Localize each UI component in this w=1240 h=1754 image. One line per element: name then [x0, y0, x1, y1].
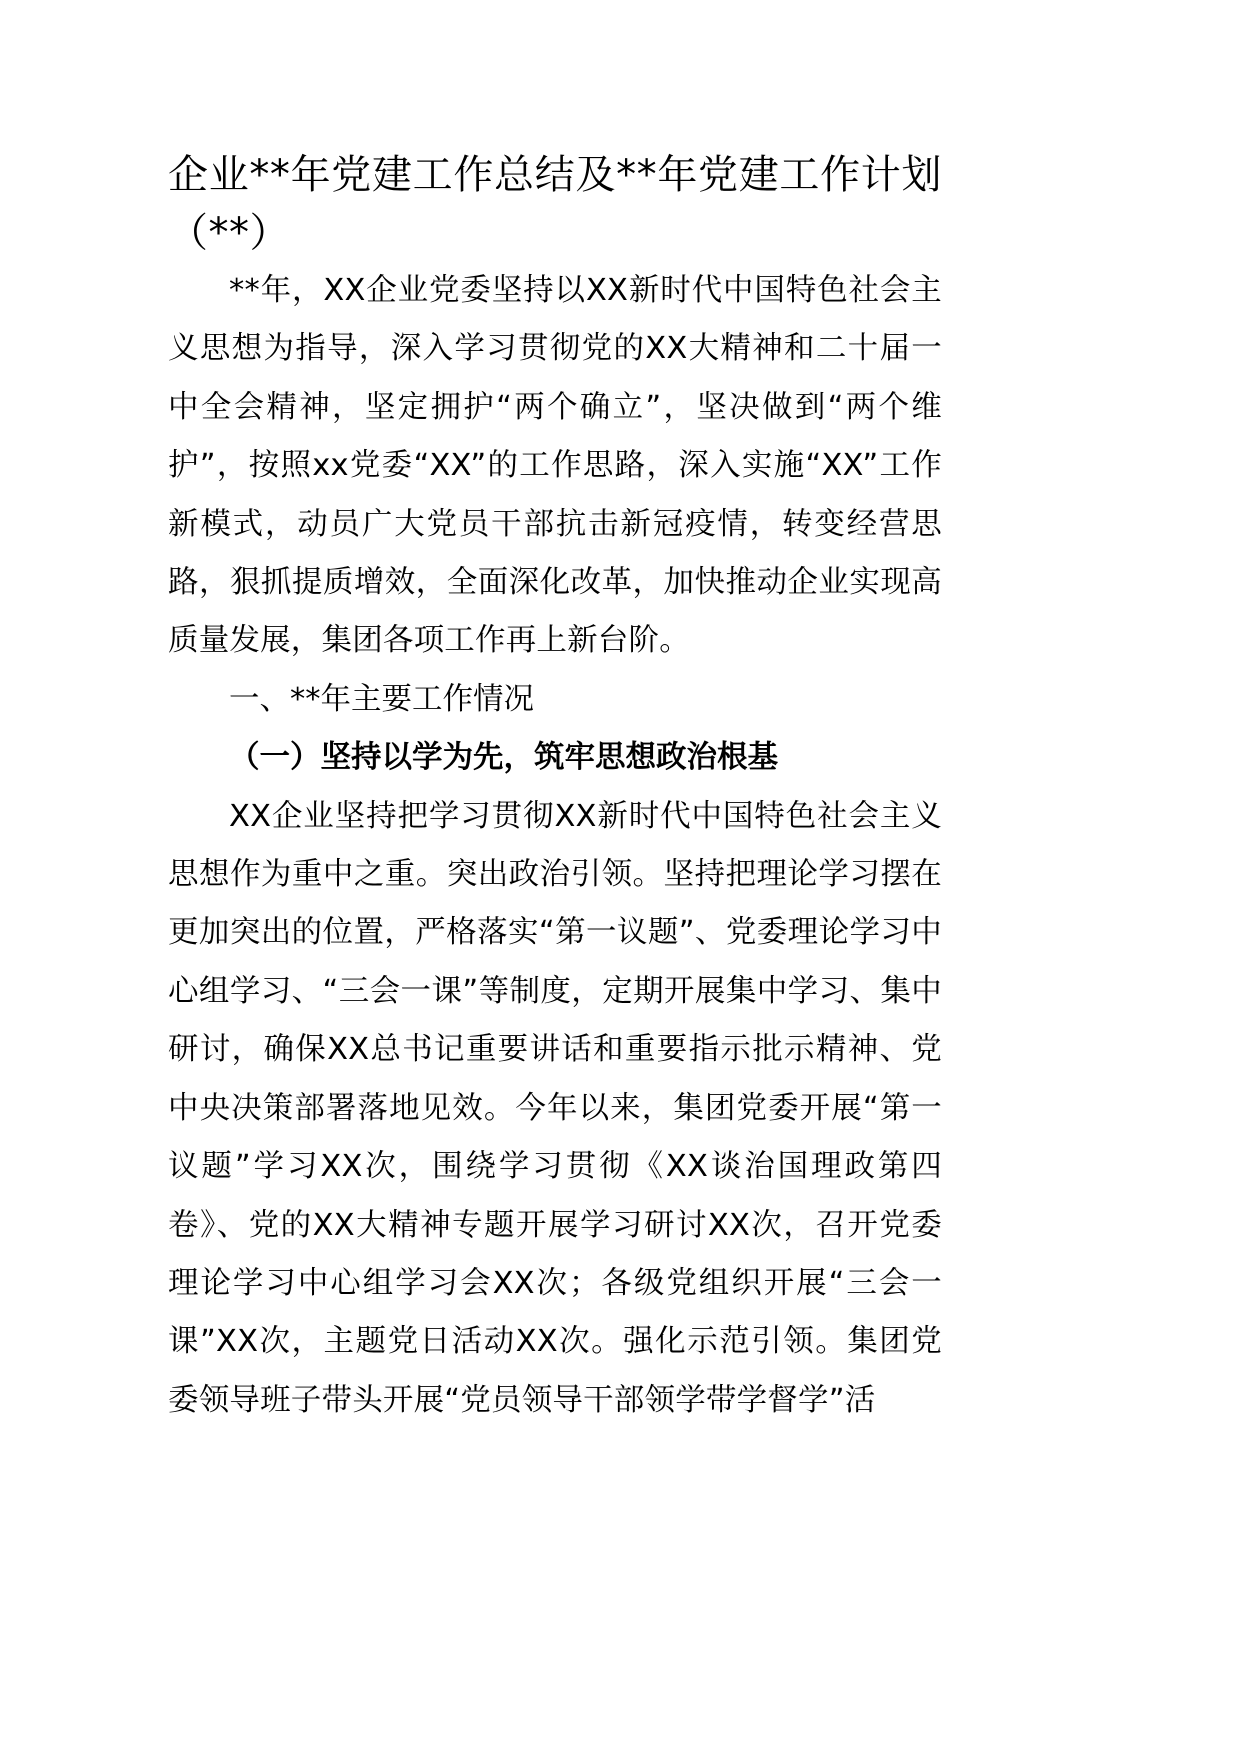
document-title: 企业**年党建工作总结及**年党建工作计划（**） [168, 152, 942, 256]
document-page [168, 146, 942, 1430]
intro-paragraph: **年，XX企业党委坚持以XX新时代中国特色社会主义思想为指导，深入学习贯彻党的XX大精神和二十届一中全会精神，坚定拥护“两个确立”，坚决做到“两个维护”，按照xx党委“XX”的工作思路，深入实施“XX”工作新模式，动员广大党员干部抗击新冠疫情，转变经营思路，狠抓提质增效，全面深化改革，加快推动企业实现高质量发展，集团各项工作再上新台阶。 [168, 273, 942, 659]
body-paragraph: XX企业坚持把学习贯彻XX新时代中国特色社会主义思想作为重中之重。突出政治引领。坚持把理论学习摆在更加突出的位置，严格落实“第一议题”、党委理论学习中心组学习、“三会一课”等制度，定期开展集中学习、集中研讨，确保XX总书记重要讲话和重要指示批示精神、党中央决策部署落地见效。今年以来，集团党委开展“第一议题”学习XX次，围绕学习贯彻《XX谈治国理政第四卷》、党的XX大精神专题开展学习研讨XX次，召开党委理论学习中心组学习会XX次；各级党组织开展“三会一课”XX次，主题党日活动XX次。强化示范引领。集团党委领导班子带头开展“党员领导干部领学带学督学”活 [168, 798, 942, 1418]
subsection-heading: （一）坚持以学为先，筑牢思想政治根基 [229, 740, 778, 776]
section-heading: 一、**年主要工作情况 [229, 681, 534, 717]
